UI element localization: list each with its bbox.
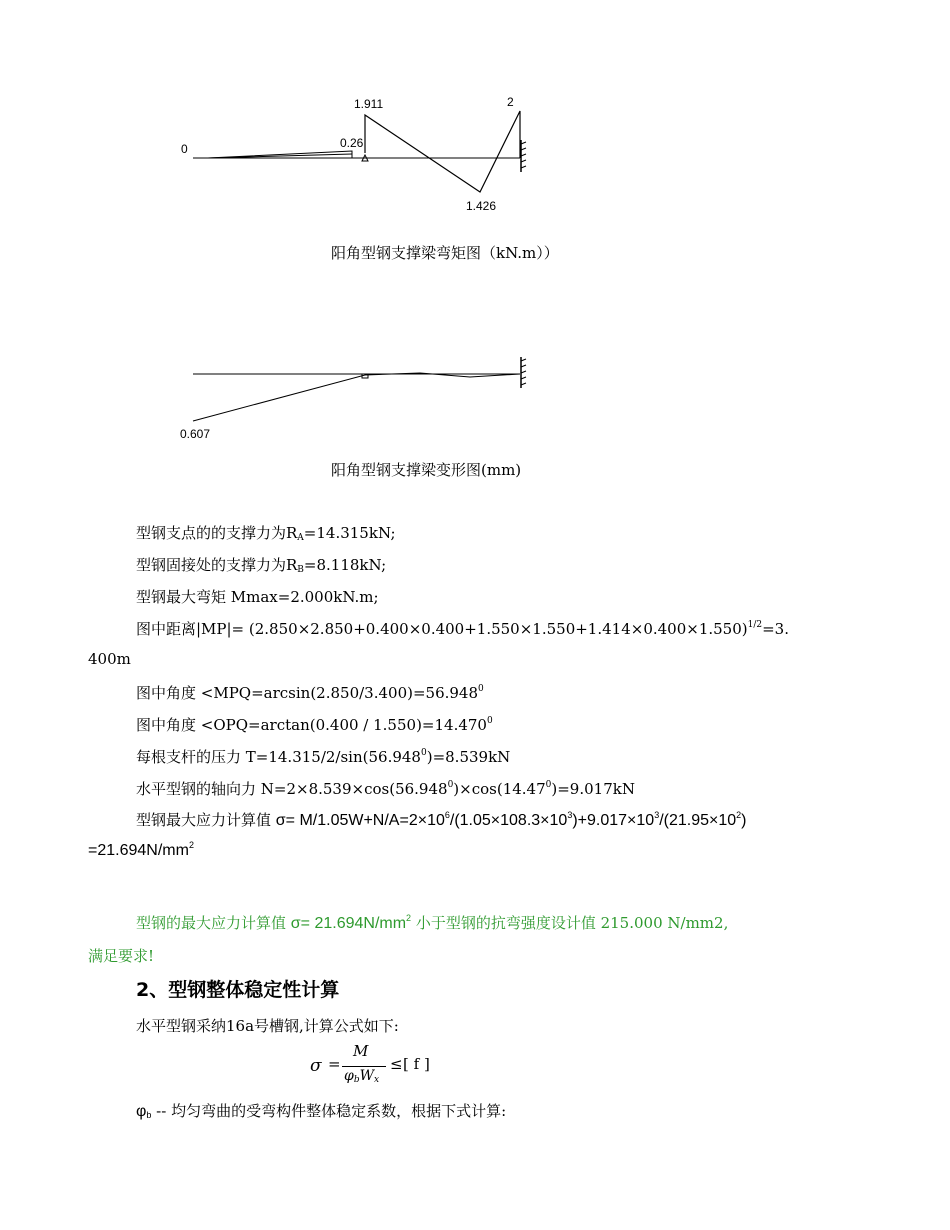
- support-force-a: 型钢支点的的支撑力为$R_A=14.315kN$;: [136, 524, 396, 543]
- max-stress-result: $=21.694N/mm^2$: [88, 840, 194, 859]
- max-stress-line: 型钢最大应力计算值 $\sigma= M/1.05W+N/A=2\times 10^6/(1.05\times 108.3\times 10^3)+9.017\times 10^3/(21.95\times 10^2)$: [136, 810, 747, 829]
- distance-mp-continuation: 400m: [88, 650, 131, 668]
- max-moment-line: 型钢最大弯矩 Mmax=2.000kN.m;: [136, 588, 379, 606]
- moment-label-end: 2: [507, 95, 514, 109]
- deflection-curve: [193, 373, 520, 421]
- moment-diagram: [0, 0, 950, 230]
- stress-conclusion: 型钢的最大应力计算值 $\sigma= 21.694N/mm^2$ 小于型钢的抗弯强度设计值 215.000 N/mm2,: [136, 913, 729, 932]
- moment-label-min: 1.426: [466, 199, 497, 213]
- angle-mpq-line: 图中角度 $<MPQ=\arcsin(2.850/3.400)=56.948^0$: [136, 684, 484, 702]
- moment-label-start: 0: [181, 142, 188, 156]
- section-heading: 2、型钢整体稳定性计算: [136, 979, 340, 1001]
- distance-mp-line: 图中距离$|MP|= (2.850\times 2.850+0.400\times 0.400+1.550\times 1.550+1.414\times 0.400\times 1.550)^{1/2}=3$.: [136, 620, 789, 638]
- moment-caption: 阳角型钢支撑梁弯矩图（kN.m））: [331, 244, 559, 262]
- strut-force-line: 每根支杆的压力 $T=14.315/2/\sin(56.948^0)=8.539kN$: [136, 748, 511, 766]
- deformation-diagram: [0, 340, 950, 450]
- deformation-caption: 阳角型钢支撑梁变形图(mm): [331, 461, 522, 479]
- moment-curve: [365, 111, 520, 192]
- moment-label-peak: 1.911: [354, 97, 384, 111]
- moment-label-support: 0.26: [340, 136, 364, 150]
- stress-conclusion-continuation: 满足要求!: [88, 947, 155, 965]
- phi-description: $\varphi_b$ -- 均匀弯曲的受弯构件整体稳定系数，根据下式计算:: [136, 1102, 507, 1120]
- stability-formula: σ = M $\varphi_bW_x$ ≤ [ f ]: [310, 1042, 430, 1085]
- support-force-b: 型钢固接处的支撑力为$R_B=8.118kN$;: [136, 556, 387, 575]
- angle-opq-line: 图中角度 $<OPQ=\arctan(0.400 / 1.550)=14.470^0$: [136, 716, 493, 734]
- section-intro: 水平型钢采纳16a号槽钢,计算公式如下:: [136, 1017, 399, 1035]
- axial-force-line: 水平型钢的轴向力 $N=2\times 8.539\times\cos(56.948^0)\times\cos(14.47^0)=9.017kN$: [136, 780, 635, 798]
- deflection-label-max: 0.607: [180, 427, 211, 441]
